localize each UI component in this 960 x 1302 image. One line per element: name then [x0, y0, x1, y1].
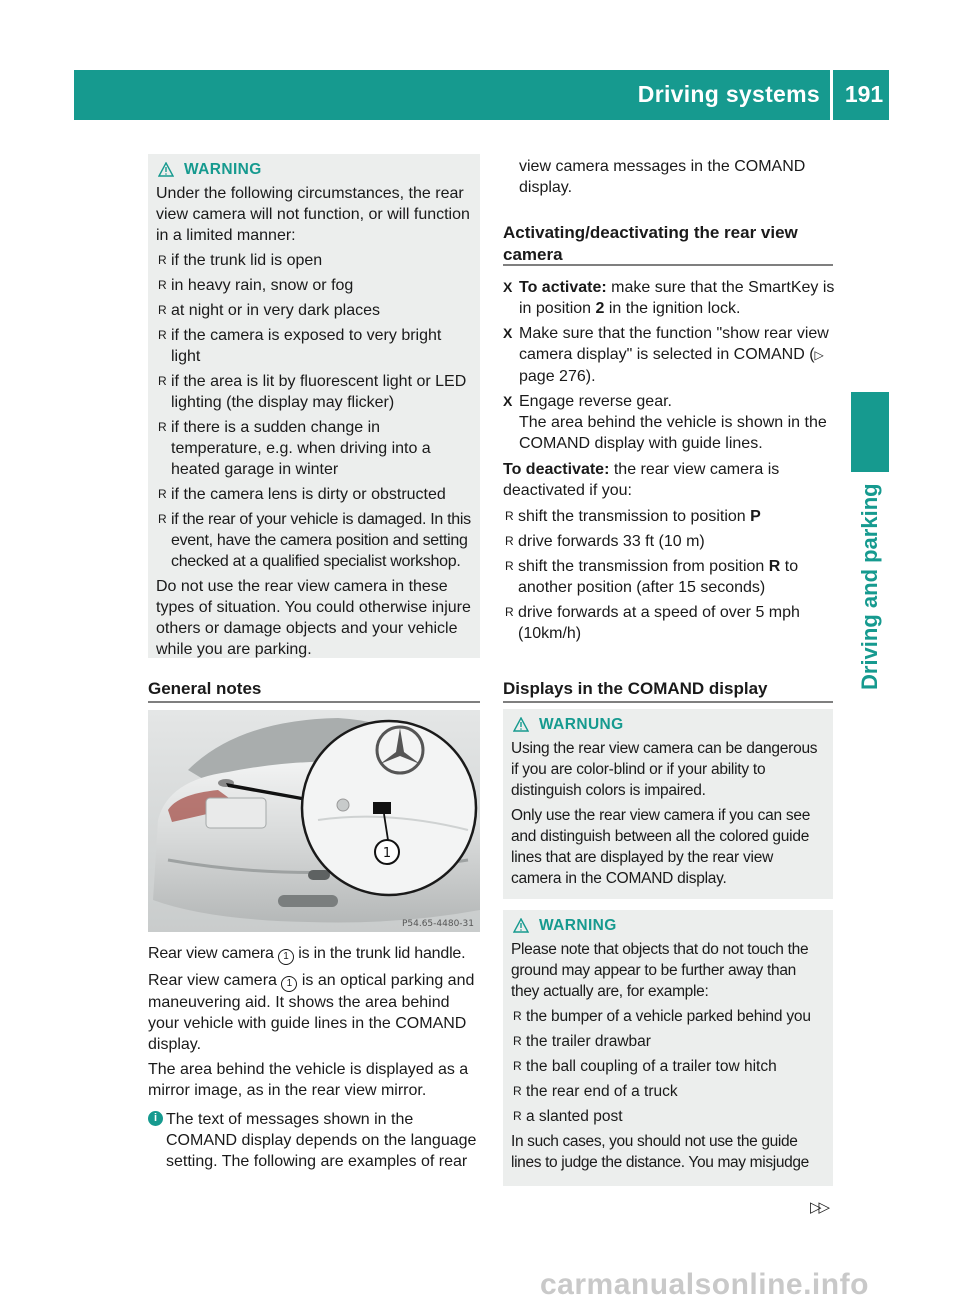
warning-label: WARNING [539, 916, 617, 934]
list-item: R a slanted post [511, 1106, 825, 1127]
warning-box-camera-limits [148, 154, 480, 658]
warning-label: WARNUNG [539, 715, 624, 733]
list-item: R if there is a sudden change in temperature, e.g. when driving into a heated garage in winter [156, 417, 472, 480]
list-item: R the bumper of a vehicle parked behind you [511, 1006, 825, 1027]
paragraph: The area behind the vehicle is displayed as a mirror image, as in the rear view mirror. [148, 1061, 469, 1099]
rear-camera-illustration [148, 710, 480, 932]
warning-header [511, 914, 825, 936]
list-item: R shift the transmission from position R to another position (after 15 seconds) [503, 556, 835, 598]
page-number: 191 [844, 81, 884, 107]
warning-box-colorblind [503, 709, 833, 899]
chapter-tab-label: Driving and parking [857, 483, 882, 690]
section-heading-general-notes: General notes [148, 679, 262, 698]
continued-text: view camera messages in the COMAND display. [519, 158, 806, 196]
instruction-step: X Make sure that the function "show rear view camera display" is selected in COMAND (▷ page 276). [503, 323, 835, 387]
list-item: R drive forwards at a speed of over 5 mph (10km/h) [503, 602, 835, 644]
right-column-top [503, 156, 833, 198]
paragraph: Rear view camera 1 is an optical parking and maneuvering aid. It shows the area behind your vehicle with guide lines in the COMAND display. [148, 972, 475, 1053]
continued-arrow-icon: ▷▷ [810, 1199, 828, 1216]
callout-ref: 1 [281, 976, 297, 992]
activation-steps [503, 277, 835, 644]
deactivate-paragraph: To deactivate: the rear view camera is deactivated if you: [503, 461, 780, 499]
section-heading-displays: Displays in the COMAND display [503, 679, 768, 698]
list-item: R in heavy rain, snow or fog [156, 275, 472, 296]
list-item: R the ball coupling of a trailer tow hitch [511, 1056, 825, 1077]
list-item: R the trailer drawbar [511, 1031, 825, 1052]
section-heading-activating: Activating/deactivating the rear view camera [503, 223, 798, 264]
list-item: R the rear end of a truck [511, 1081, 825, 1102]
list-item: R if the rear of your vehicle is damaged. In this event, have the camera position and setting checked at a qualified specialist workshop. [156, 509, 472, 572]
warning-intro: Please note that objects that do not touch the ground may appear to be further away than they actually are, for example: [511, 941, 809, 1000]
list-item: R at night or in very dark places [156, 300, 472, 321]
info-note: i The text of messages shown in the COMAND display depends on the language setting. The following are examples of rear [148, 1109, 482, 1172]
section-title: Driving systems [637, 81, 820, 107]
paragraph: Rear view camera 1 is in the trunk lid handle. [148, 943, 482, 965]
warning-triangle-icon [158, 162, 174, 177]
warning-triangle-icon [513, 717, 529, 732]
list-item: R shift the transmission to position P [503, 506, 835, 527]
list-item: R if the trunk lid is open [156, 250, 472, 271]
warning-triangle-icon [513, 918, 529, 933]
list-item: R if the camera is exposed to very bright light [156, 325, 472, 367]
instruction-step: X Engage reverse gear. The area behind the vehicle is shown in the COMAND display with guide lines. [503, 391, 835, 454]
callout-number: 1 [382, 846, 392, 861]
warning-header [156, 158, 472, 180]
watermark: carmanualsonline.info [540, 1268, 869, 1301]
section-rule [503, 701, 833, 703]
list-item: R if the camera lens is dirty or obstructed [156, 484, 472, 505]
section-rule [148, 701, 480, 703]
section-rule [503, 264, 833, 266]
body-text-block [148, 943, 482, 1172]
warning-footer: In such cases, you should not use the guide lines to judge the distance. You may misjudge [511, 1133, 809, 1171]
image-code: P54.65-4480-31 [401, 919, 474, 929]
instruction-step: X To activate: make sure that the SmartKey is in position 2 in the ignition lock. [503, 277, 835, 319]
warning-box-guide-lines [503, 910, 833, 1186]
info-icon: i [148, 1111, 163, 1126]
list-item: R drive forwards 33 ft (10 m) [503, 531, 835, 552]
callout-ref: 1 [278, 949, 294, 965]
chapter-tab-marker [851, 392, 889, 472]
header-separator [830, 70, 833, 120]
car-rear-image [148, 710, 480, 932]
list-item: R if the area is lit by fluorescent light or LED lighting (the display may flicker) [156, 371, 472, 413]
warning-label: WARNING [184, 160, 262, 178]
page-ref-link[interactable]: page 276 [519, 368, 586, 385]
warning-footer: Do not use the rear view camera in these types of situation. You could otherwise injure others or damage objects and your vehicle while you are parking. [156, 578, 471, 658]
warning-text: Using the rear view camera can be dangerous if you are color-blind or if your ability to distinguish colors is impaired. [511, 740, 818, 799]
warning-text: Only use the rear view camera if you can see and distinguish between all the colored guide lines that are displayed by the rear view camera in the COMAND display. [511, 807, 811, 887]
warning-header [511, 713, 825, 735]
warning-intro: Under the following circumstances, the rear view camera will not function, or will function in a limited manner: [156, 185, 470, 244]
